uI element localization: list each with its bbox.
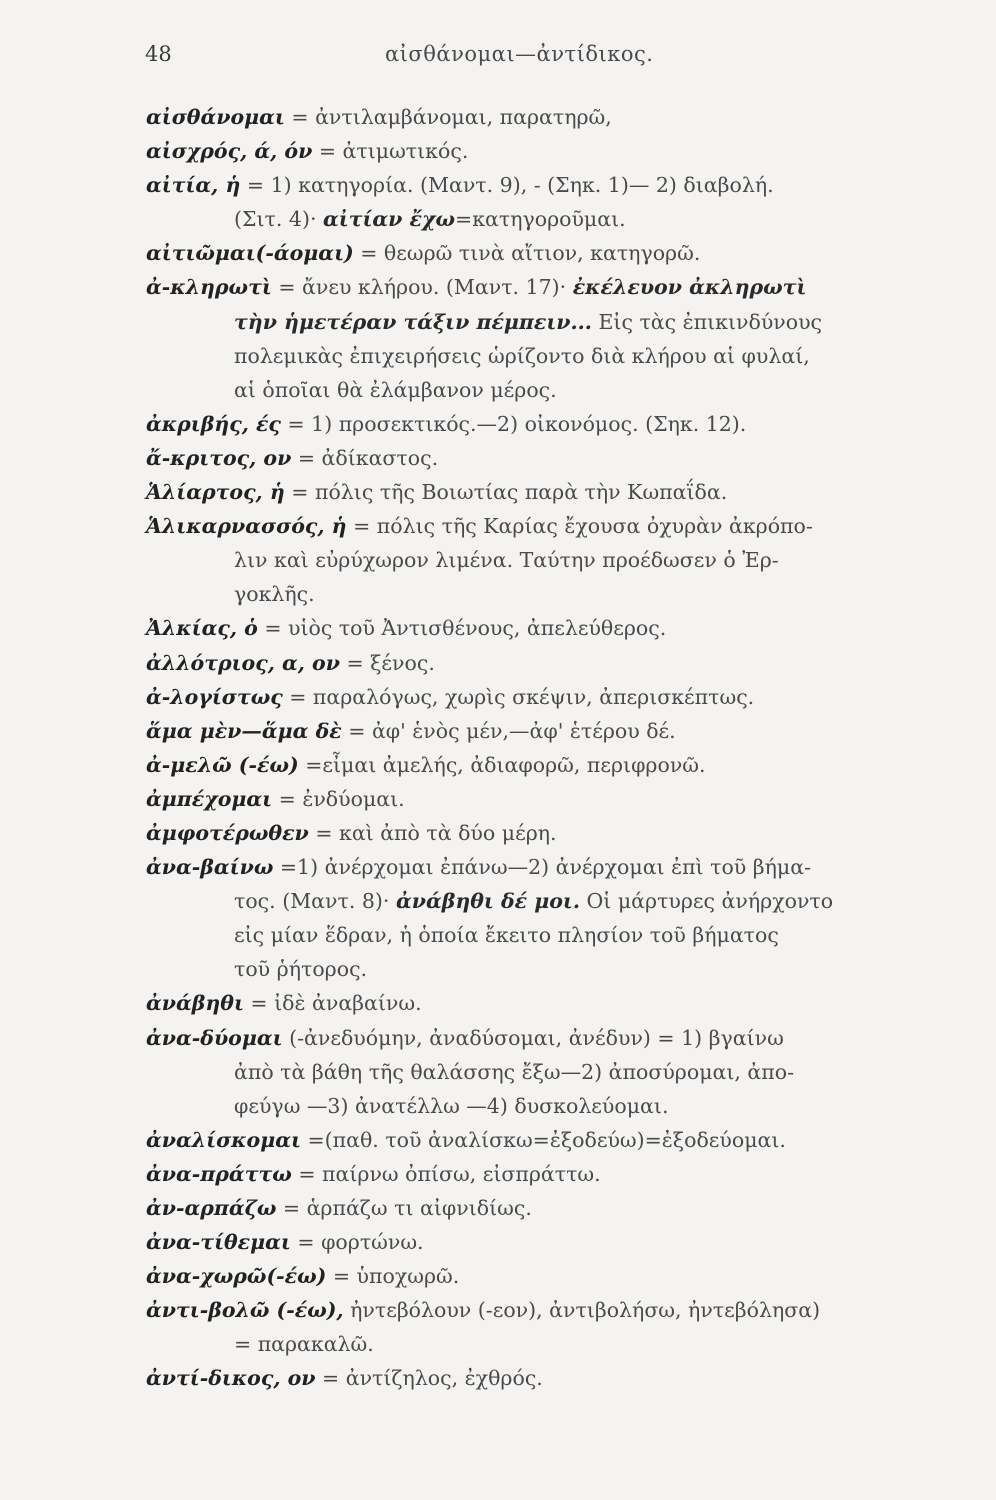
dictionary-entry [146, 1225, 916, 1259]
entry-lemma: ἀ-κληρωτὶ [146, 275, 272, 300]
entry-continuation-text: = παρακαλῶ. [234, 1332, 374, 1357]
dictionary-entry [146, 748, 916, 782]
entry-definition: = ἀντίζηλος, ἐχθρός. [322, 1366, 543, 1391]
entry-continuation-line [146, 577, 916, 611]
dictionary-entry [146, 1191, 916, 1225]
entry-first-line [146, 134, 916, 168]
entry-definition: =εἶμαι ἀμελής, ἀδιαφορῶ, περιφρονῶ. [305, 752, 706, 777]
entry-first-line [146, 1191, 916, 1225]
entry-definition: =(παθ. τοῦ ἀναλίσκω=ἐξοδεύω)=ἐξοδεύομαι. [307, 1127, 786, 1152]
entry-first-line [146, 850, 916, 884]
entry-first-line [146, 646, 916, 680]
entry-first-line [146, 270, 916, 304]
entry-lemma: ἀνα-πράττω [146, 1161, 292, 1186]
dictionary-entry [146, 270, 916, 406]
entry-first-line [146, 407, 916, 441]
entry-definition: ἠντεβόλουν (-εον), ἀντιβολήσω, ἠντεβόλησα) [350, 1298, 821, 1323]
entry-continuation-text: λιν καὶ εὐρύχωρον λιμένα. Ταύτην προέδωσεν ὁ Ἐρ- [234, 548, 779, 573]
entry-continuation-line [146, 202, 916, 236]
dictionary-entry [146, 986, 916, 1020]
dictionary-entry [146, 1293, 916, 1361]
entry-continuation-text: πολεμικὰς ἐπιχειρήσεις ὡρίζοντο διὰ κλήρου αἱ φυλαί, [234, 343, 810, 368]
entry-first-line [146, 1225, 916, 1259]
entry-lemma: ἅμα μὲν—ἅμα δὲ [146, 718, 342, 743]
entry-definition: = ἀφ' ἑνὸς μέν,—ἀφ' ἑτέρου δέ. [348, 718, 676, 743]
entry-lemma: ἀναλίσκομαι [146, 1127, 301, 1152]
entry-lemma: Ἁλίαρτος, ἡ [146, 480, 285, 505]
entry-definition: = πόλις τῆς Βοιωτίας παρὰ τὴν Κωπαΐδα. [291, 480, 728, 505]
entry-quotation: τὴν ἡμετέραν τάξιν πέμπειν... [234, 309, 592, 334]
entry-definition: =1) ἀνέρχομαι ἐπάνω—2) ἀνέρχομαι ἐπὶ τοῦ βήμα- [279, 855, 812, 880]
entry-first-line [146, 782, 916, 816]
dictionary-entry [146, 1361, 916, 1395]
entry-definition: = φορτώνω. [297, 1230, 424, 1255]
entry-first-line [146, 509, 916, 543]
entry-definition: = ἀτιμωτικός. [318, 139, 469, 164]
entry-continuation-text: =κατηγοροῦμαι. [455, 207, 626, 232]
dictionary-entry [146, 407, 916, 441]
entry-lemma: ἀνα-χωρῶ(-έω) [146, 1264, 327, 1289]
entry-continuation-line [146, 884, 916, 918]
entry-first-line [146, 986, 916, 1020]
entry-lemma: ἀμφοτέρωθεν [146, 820, 309, 845]
entry-continuation-line [146, 952, 916, 986]
dictionary-entry [146, 1123, 916, 1157]
dictionary-entry [146, 782, 916, 816]
entry-lemma: ἀντι-βολῶ (-έω), [146, 1298, 344, 1323]
entry-definition: = ἐνδύομαι. [278, 786, 405, 811]
entry-continuation-text: (Σιτ. 4)· [234, 207, 317, 232]
entry-definition: = θεωρῶ τινὰ αἴτιον, κατηγορῶ. [360, 241, 701, 266]
entry-continuation-text: τοῦ ῥήτορος. [234, 957, 368, 982]
entry-definition: = ξένος. [346, 650, 435, 675]
entry-lemma: Ἁλικαρνασσός, ἡ [146, 514, 347, 539]
entry-first-line [146, 714, 916, 748]
entry-continuation-text: Οἱ μάρτυρες ἀνήρχοντο [579, 889, 834, 914]
entry-continuation-text: εἰς μίαν ἕδραν, ἡ ὁποία ἔκειτο πλησίον τοῦ βήματος [234, 923, 779, 948]
dictionary-entry [146, 1157, 916, 1191]
entry-lemma: αἰτία, ἡ [146, 173, 241, 198]
entry-lemma: Ἀλκίας, ὁ [146, 616, 258, 641]
entry-lemma: ἀντί-δικος, ον [146, 1366, 316, 1391]
entry-continuation-text: ἀπὸ τὰ βάθη τῆς θαλάσσης ἔξω—2) ἀποσύρομαι, ἀπο- [234, 1059, 795, 1084]
dictionary-entry [146, 168, 916, 236]
entry-definition: = καὶ ἀπὸ τὰ δύο μέρη. [315, 820, 557, 845]
entry-first-line [146, 748, 916, 782]
entry-continuation-text: Εἰς τὰς ἐπικινδύνους [591, 309, 823, 334]
dictionary-entry [146, 850, 916, 986]
entry-definition: = ἀντιλαμβάνομαι, παρατηρῶ, [291, 105, 612, 129]
entry-definition: = 1) προσεκτικός.—2) οἰκονόμος. (Σηκ. 12). [287, 411, 747, 436]
entry-definition: = ἀδίκαστος. [297, 445, 439, 470]
entry-continuation-line [146, 543, 916, 577]
entry-lemma: αἰσθάνομαι [146, 105, 285, 129]
entry-lemma: ἀνα-τίθεμαι [146, 1230, 291, 1255]
entry-first-line [146, 1293, 916, 1327]
dictionary-entry [146, 646, 916, 680]
entry-definition: = ἄνευ κλήρου. (Μαντ. 17)· [278, 275, 567, 300]
running-head: αἰσθάνομαι—ἀντίδικος. [385, 42, 654, 66]
entry-first-line [146, 1021, 916, 1055]
entry-lemma: ἀ-μελῶ (-έω) [146, 752, 299, 777]
dictionary-entry [146, 611, 916, 645]
entry-first-line [146, 168, 916, 202]
entry-definition: = παίρνω ὀπίσω, εἰσπράττω. [298, 1161, 601, 1186]
entry-continuation-text: γοκλῆς. [234, 582, 315, 607]
entry-continuation-line [146, 1055, 916, 1089]
entry-lemma: αἰσχρός, ά, όν [146, 139, 313, 164]
dictionary-entry [146, 1021, 916, 1123]
dictionary-entry [146, 134, 916, 168]
entry-first-line [146, 1259, 916, 1293]
page-header [145, 42, 905, 76]
dictionary-entry [146, 680, 916, 714]
entry-continuation-line [146, 918, 916, 952]
entry-lemma: ἀλλότριος, α, ον [146, 650, 340, 675]
entry-first-line [146, 236, 916, 270]
entry-first-line [146, 816, 916, 850]
entry-lemma: ἀ-λογίστως [146, 684, 283, 709]
entry-first-line [146, 100, 916, 134]
entry-first-line [146, 441, 916, 475]
entry-continuation-text: αἱ ὁποῖαι θὰ ἐλάμβανον μέρος. [234, 377, 557, 402]
entry-first-line [146, 1123, 916, 1157]
dictionary-entry [146, 441, 916, 475]
entry-definition: = 1) κατηγορία. (Μαντ. 9), - (Σηκ. 1)— 2) διαβολή. [246, 173, 774, 198]
dictionary-entry [146, 100, 916, 134]
entry-lemma: ἀνα-δύομαι [146, 1025, 283, 1050]
dictionary-entry [146, 1259, 916, 1293]
dictionary-entry [146, 714, 916, 748]
entry-continuation-line [146, 1327, 916, 1361]
entry-definition: = πόλις τῆς Καρίας ἔχουσα ὀχυρὰν ἀκρόπο- [353, 514, 813, 539]
entry-first-line [146, 1361, 916, 1395]
dictionary-entry [146, 816, 916, 850]
dictionary-entry [146, 509, 916, 611]
entry-continuation-line [146, 339, 916, 373]
entry-quotation: ἀνάβηθι δέ μοι. [395, 889, 580, 914]
entry-continuation-line [146, 373, 916, 407]
entry-first-line [146, 611, 916, 645]
entry-continuation-text: τος. (Μαντ. 8)· [234, 889, 390, 914]
entry-continuation-line [146, 1089, 916, 1123]
entry-continuation-text: φεύγω —3) ἀνατέλλω —4) δυσκολεύομαι. [234, 1093, 669, 1118]
entry-first-line [146, 1157, 916, 1191]
entry-lemma: ἀνάβηθι [146, 991, 244, 1016]
entry-definition: = παραλόγως, χωρὶς σκέψιν, ἀπερισκέπτως. [289, 684, 755, 709]
page-number: 48 [145, 42, 172, 66]
entry-lemma: ἄ-κριτος, ον [146, 445, 292, 470]
entry-definition: = υἱὸς τοῦ Ἀντισθένους, ἀπελεύθερος. [264, 616, 667, 641]
entry-lemma: αἰτιῶμαι(-άομαι) [146, 241, 354, 266]
entry-first-line [146, 475, 916, 509]
entry-list [146, 100, 916, 1396]
entry-lemma: ἀνα-βαίνω [146, 855, 274, 880]
dictionary-entry [146, 236, 916, 270]
entry-first-line [146, 680, 916, 714]
entry-quotation: αἰτίαν ἔχω [323, 207, 456, 232]
entry-continuation-line [146, 305, 916, 339]
dictionary-entry [146, 475, 916, 509]
entry-lemma: ἀν-αρπάζω [146, 1196, 277, 1220]
entry-definition: = ἁρπάζω τι αἰφνιδίως. [282, 1196, 532, 1220]
entry-quotation: ἐκέλευον ἀκληρωτὶ [572, 275, 807, 300]
entry-definition: (-ἀνεδυόμην, ἀναδύσομαι, ἀνέδυν) = 1) βγαίνω [289, 1025, 784, 1050]
entry-lemma: ἀμπέχομαι [146, 786, 273, 811]
entry-definition: = ὑποχωρῶ. [332, 1264, 460, 1289]
entry-definition: = ἰδὲ ἀναβαίνω. [250, 991, 422, 1016]
entry-lemma: ἀκριβής, ές [146, 411, 281, 436]
